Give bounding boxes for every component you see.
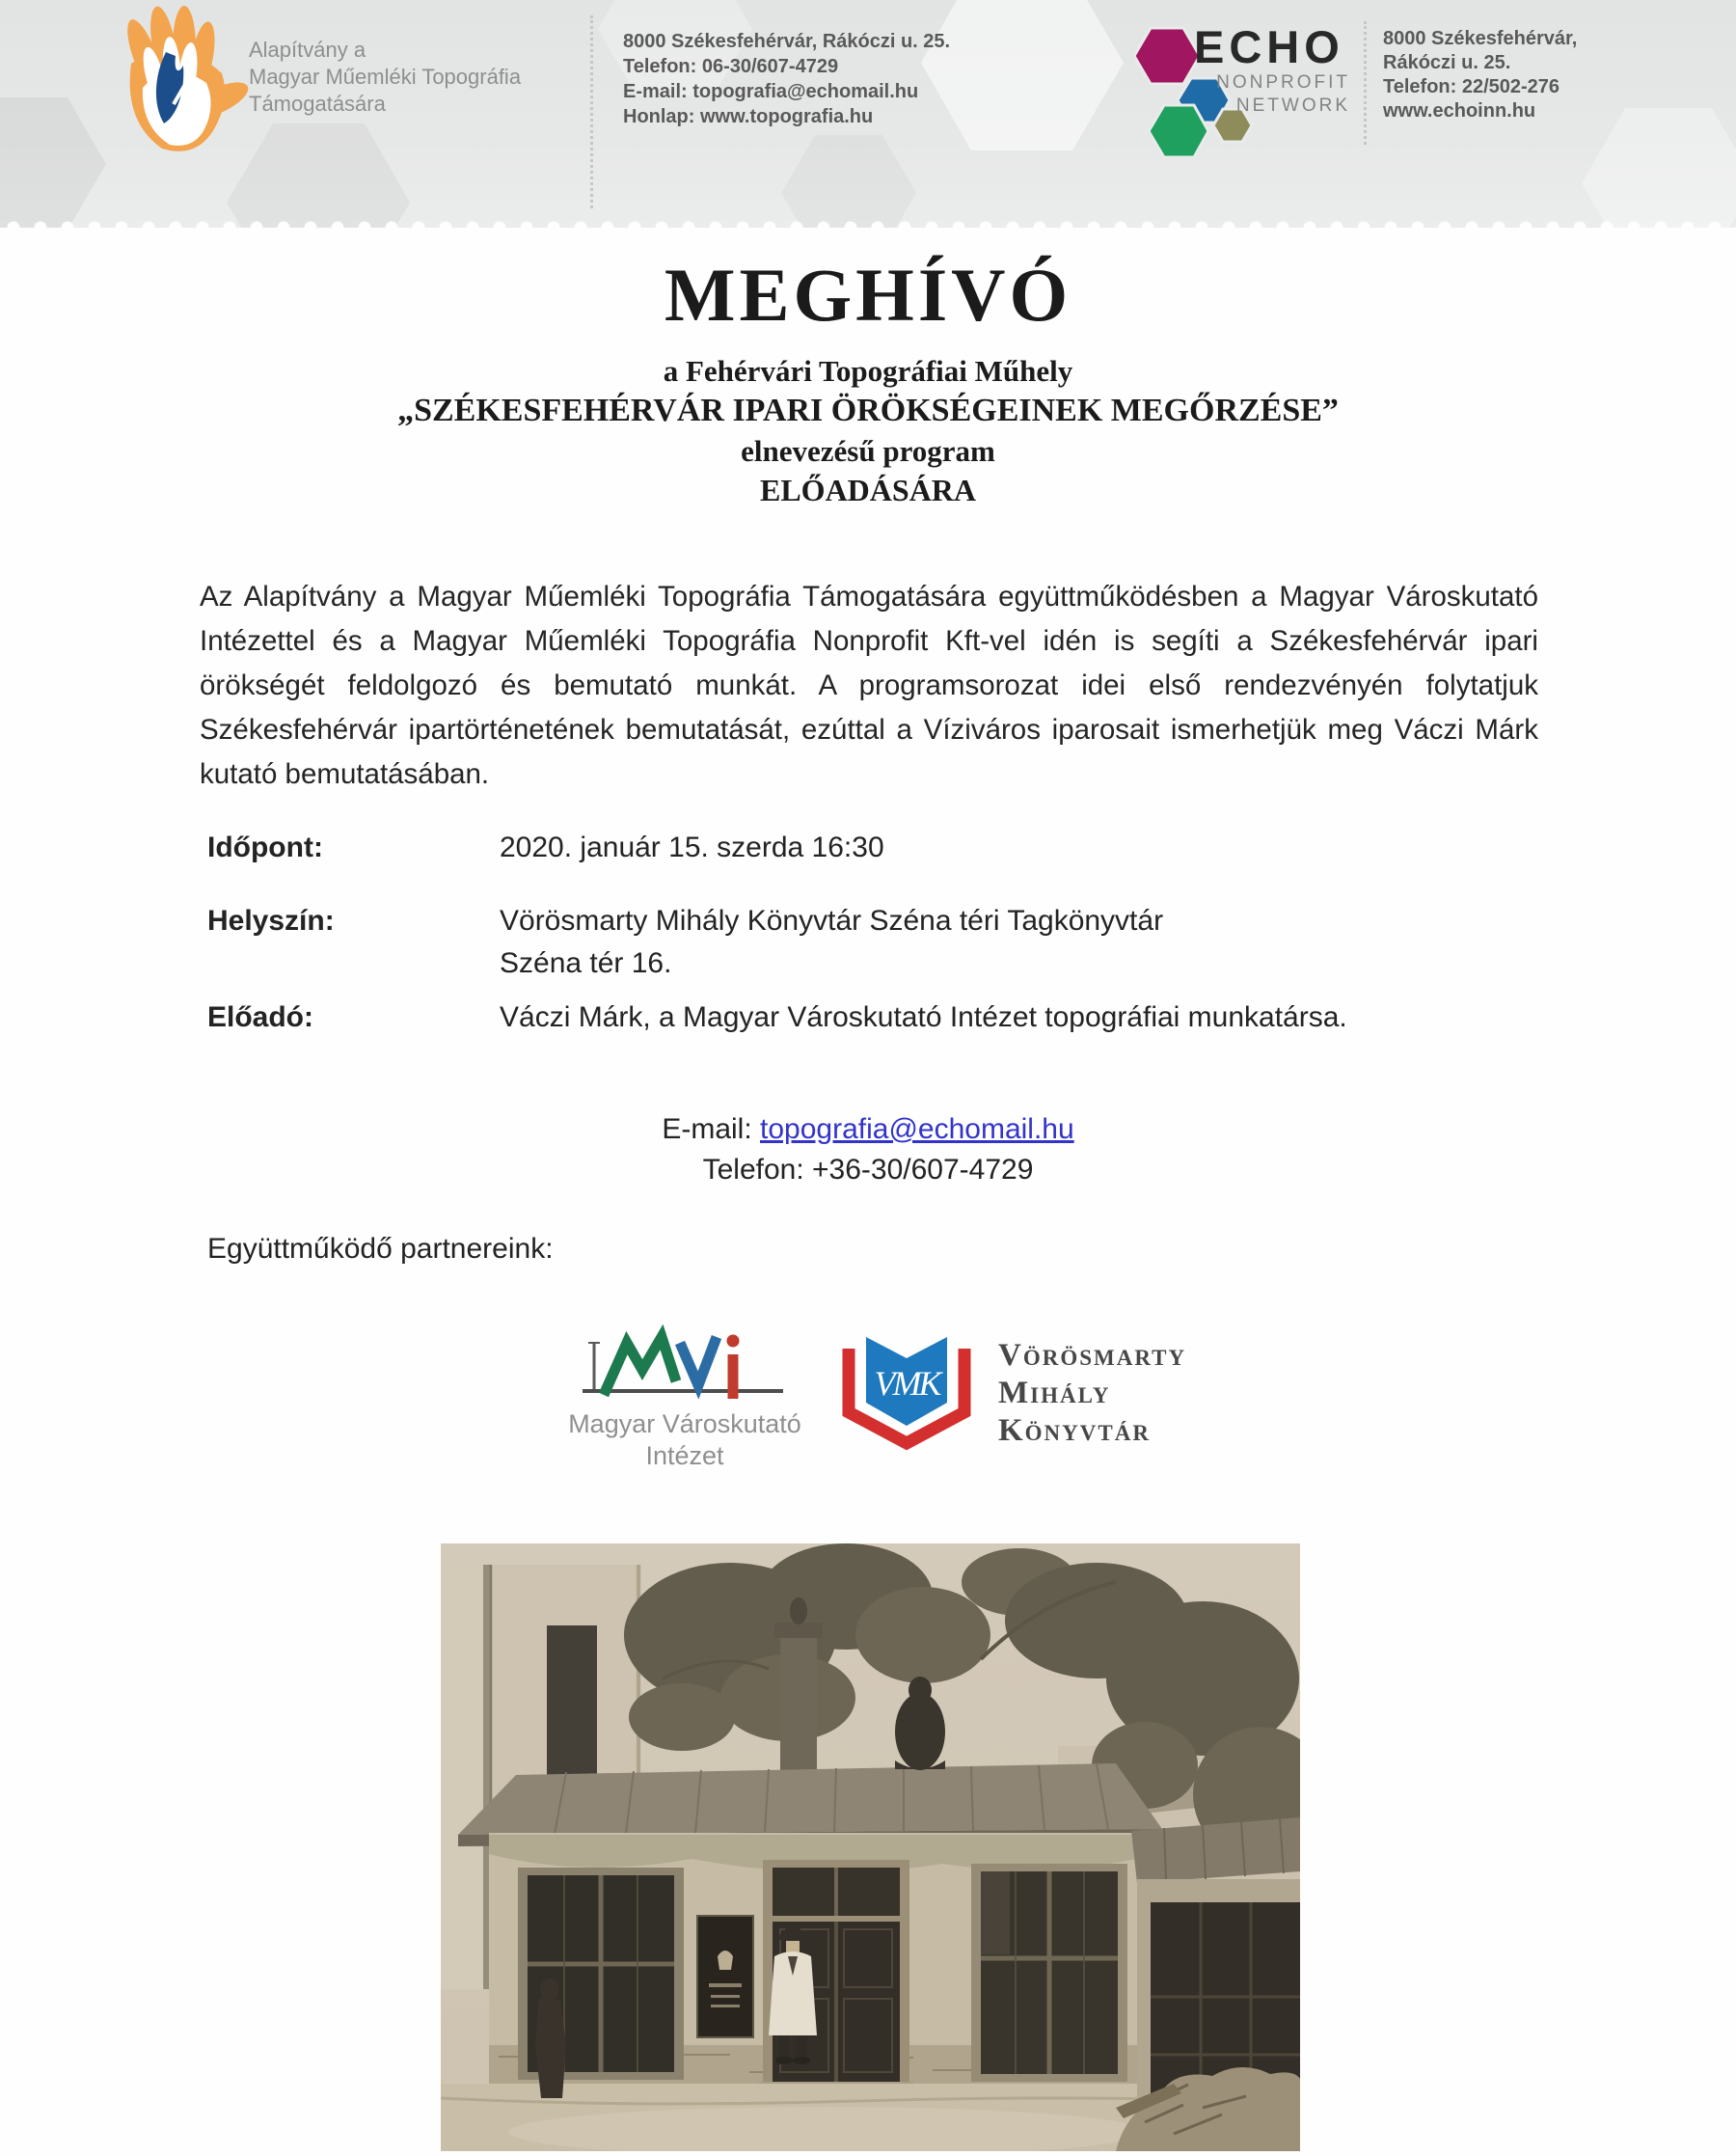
- detail-label-helyszin: Helyszín:: [207, 905, 335, 937]
- mvi-caption: [550, 1408, 820, 1472]
- foundation-phone: Telefon: 06-30/607-4729: [623, 56, 839, 77]
- mvi-caption-line2: Intézet: [645, 1441, 724, 1470]
- detail-value-helyszin: Vörösmarty Mihály Könyvtár Széna téri Tagkönyvtár: [500, 905, 1164, 937]
- vmk-name: [998, 1337, 1186, 1450]
- foundation-name-line2: Magyar Műemléki Topográfia: [249, 65, 522, 89]
- subtitle-line2: „SZÉKESFEHÉRVÁR IPARI ÖRÖKSÉGEINEK MEGŐRZÉSE”: [397, 393, 1339, 428]
- letterhead-band: [0, 0, 1736, 228]
- page-title: MEGHÍVÓ: [664, 253, 1072, 337]
- foundation-website: Honlap: www.topografia.hu: [623, 106, 874, 127]
- header-divider-left: [590, 15, 593, 208]
- vmk-name-line1: Vörösmarty: [998, 1338, 1187, 1373]
- contact-phone-line: Telefon: +36-30/607-4729: [702, 1154, 1034, 1186]
- detail-label-idopont: Időpont:: [207, 832, 323, 863]
- title-block: [0, 249, 1736, 510]
- foundation-name-line1: Alapítvány a: [249, 38, 366, 62]
- foundation-contact-block: [623, 29, 950, 129]
- echo-address-line2: Rákóczi u. 25.: [1383, 52, 1511, 73]
- echo-subtitle-nonprofit: NONPROFIT: [1216, 72, 1350, 93]
- intro-paragraph: Az Alapítvány a Magyar Műemléki Topográfia Támogatására együttműködésben a Magyar Városkutató Intézettel és a Magyar Műemléki Topográfia Nonprofit Kft-vel idén is segíti a Székesfehérvár ipari örökségét feldolgozó és bemutató munkát. A programsorozat idei első rendezvényén folytatjuk Székesfehérvár ipartörténetének bemutatását, ezúttal a Víziváros iparosait ismerhetjük meg Váczi Márk kutató bemutatásában.: [200, 581, 1538, 790]
- vmk-monogram: VMK: [874, 1364, 939, 1403]
- contact-block: [0, 1109, 1736, 1190]
- detail-value-idopont: 2020. január 15. szerda 16:30: [500, 832, 884, 863]
- echo-website: www.echoinn.hu: [1383, 100, 1536, 122]
- header-divider-right: [1364, 21, 1367, 145]
- echo-wordmark: [1194, 23, 1350, 118]
- echo-address-line1: 8000 Székesfehérvár,: [1383, 28, 1578, 49]
- perforated-edge: [0, 220, 1736, 235]
- echo-phone: Telefon: 22/502-276: [1383, 76, 1560, 97]
- subtitle-line4: ELŐADÁSÁRA: [759, 473, 977, 507]
- subtitle-line1: a Fehérvári Topográfiai Műhely: [663, 354, 1073, 388]
- email-link[interactable]: topografia@echomail.hu: [760, 1113, 1074, 1145]
- detail-value-helyszin-line2: Széna tér 16.: [500, 947, 672, 979]
- partners-heading: Együttműködő partnereink:: [207, 1233, 554, 1265]
- foundation-name: [249, 37, 521, 118]
- foundation-hand-logo-icon: [95, 6, 249, 165]
- contact-email-line: [0, 1109, 1736, 1150]
- foundation-address: 8000 Székesfehérvár, Rákóczi u. 25.: [623, 31, 951, 52]
- echo-subtitle-network: NETWORK: [1235, 96, 1350, 116]
- echo-title: ECHO: [1194, 21, 1344, 72]
- foundation-email: E-mail: topografia@echomail.hu: [623, 81, 919, 102]
- historical-building-photo: [441, 1543, 1300, 2151]
- detail-value-eloado: Váczi Márk, a Magyar Városkutató Intézet topográfiai munkatársa.: [500, 1001, 1347, 1033]
- foundation-name-line3: Támogatására: [249, 92, 386, 116]
- subtitle-line3: elnevezésű program: [741, 434, 995, 468]
- detail-label-eloado: Előadó:: [207, 1001, 313, 1033]
- echo-contact-block: [1383, 27, 1577, 123]
- vmk-book-logo-icon: [833, 1325, 980, 1458]
- vmk-name-line3: Könyvtár: [998, 1413, 1151, 1448]
- vmk-name-line2: Mihály: [998, 1376, 1111, 1410]
- mvi-logo-icon: [581, 1324, 788, 1413]
- mvi-caption-line1: Magyar Városkutató: [568, 1409, 801, 1438]
- email-label: E-mail:: [662, 1113, 752, 1145]
